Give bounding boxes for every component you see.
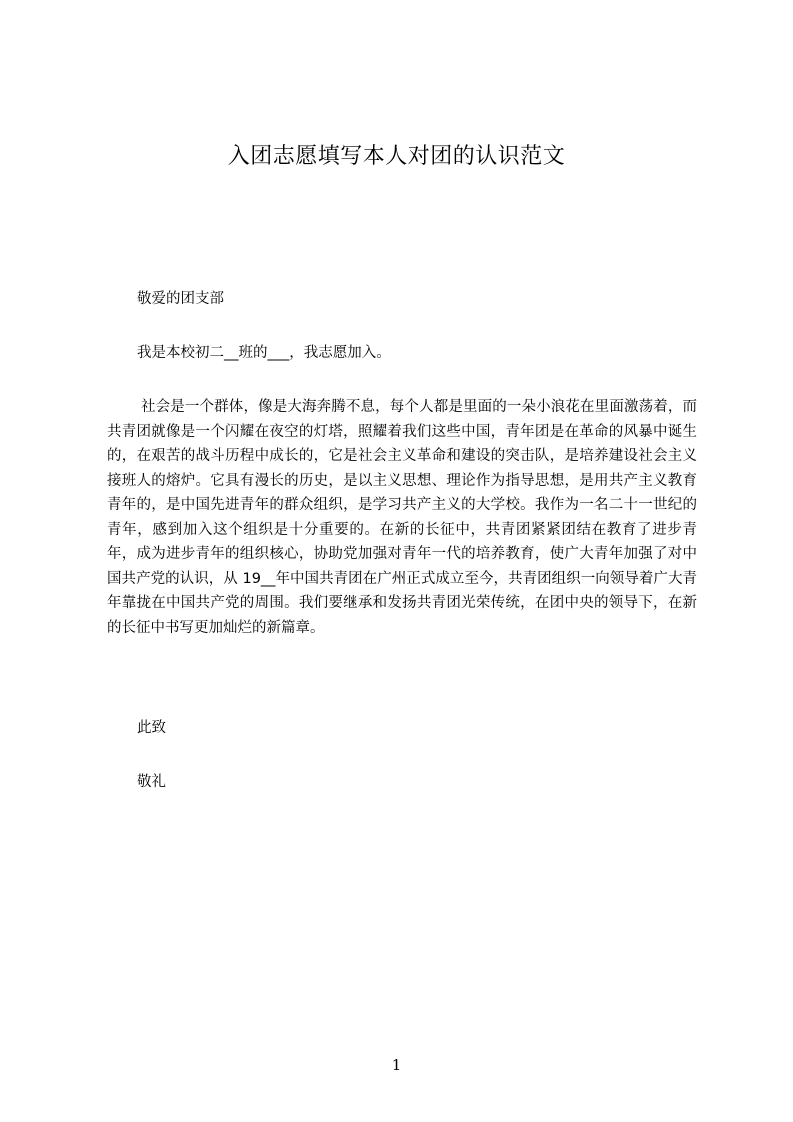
body-paragraph: 社会是一个群体，像是大海奔腾不息，每个人都是里面的一朵小浪花在里面激荡着，而共青团就像是一个闪耀在夜空的灯塔，照耀着我们这些中国，青年团是在革命的风暴中诞生的，在艰苦的战斗历程中成长的，它是社会主义革命和建设的突击队，是培养建设社会主义接班人的熔炉。它具有漫长的历史，是以主义思想、理论作为指导思想，是用共产主义教育青年的，是中国先进青年的群众组织，是学习共产主义的大学校。我作为一名二十一世纪的青年，感到加入这个组织是十分重要的。在新的长征中，共青团紧紧团结在教育了进步青年，成为进步青年的组织核心，协助党加强对青年一代的培养教育，使广大青年加强了对中国共产党的认识，从 19__年中国共青团在广州正式成立至今，共青团组织一向领导着广大青年靠拢在中国共产党的周围。我们要继承和发扬共青团光荣传统，在团中央的领导下，在新的长征中书写更加灿烂的新篇章。 [107,399,697,636]
closing-line-2: 敬礼 [137,774,166,790]
intro-line: 我是本校初二__班的___，我志愿加入。 [137,345,391,361]
page-number: 1 [391,1056,402,1074]
closing-line-1: 此致 [137,720,166,736]
document-title: 入团志愿填写本人对团的认识范文 [227,144,566,169]
salutation-line: 敬爱的团支部 [137,291,224,307]
